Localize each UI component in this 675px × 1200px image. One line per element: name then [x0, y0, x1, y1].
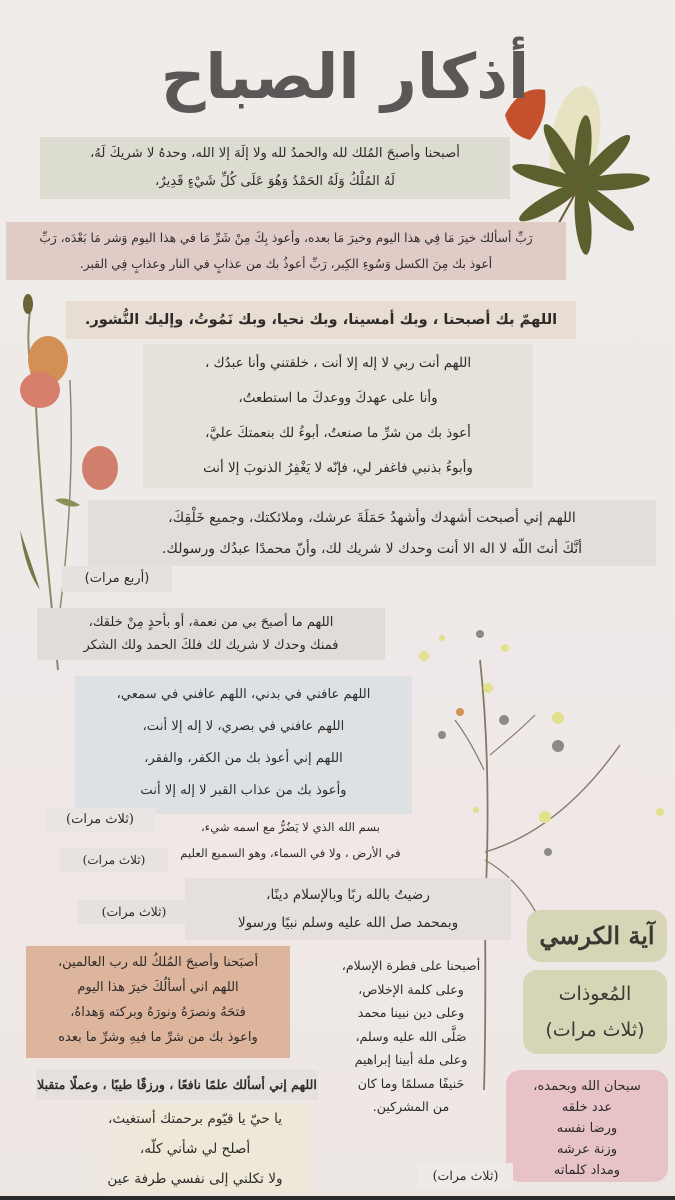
dhikr-line: لَهُ المُلْكُ وَلَهُ الحَمْدُ وَهُوَ عَلَى كُلِّ شَيْءٍ قَدِيرٌ، [155, 174, 395, 189]
dhikr-line: اللهم اني أسألُكَ خيرَ هذا اليوم [77, 980, 239, 995]
dhikr-block-ilman-nafian: اللهم إني أسألك علمًا نافعًا ، ورزقًا طيبًا ، وعملًا متقبلا [36, 1070, 318, 1100]
dhikr-block-raditu [185, 878, 511, 940]
repeat-count-badge: (ثلاث مرات) [60, 848, 168, 872]
dhikr-block-sayyid-al-istighfar [143, 344, 533, 488]
dhikr-line: أصبحنا على فطرة الإسلام، [341, 958, 481, 973]
dhikr-line: أنَّكَ أنتَ اللّه لا اله الا أنت وحدك لا شريك لك، وأنّ محمدًا عبدُك ورسولك. [161, 541, 583, 557]
dhikr-line: عدد خلقه [561, 1100, 613, 1115]
dhikr-line: اللهم أنت ربي لا إله إلا أنت ، خلقتني وأنا عبدُك ، [204, 356, 472, 371]
dhikr-line: أعوذ بك من شرِّ ما صنعتُ، أبوءُ لك بنعمتكَ عليَّ، [205, 426, 471, 441]
dhikr-line: اللهم إني أعوذ بك من الكفر، والفقر، [144, 751, 343, 766]
dhikr-line: حَنيفًا مسلمًا وما كان [357, 1075, 465, 1091]
dhikr-block-fitrat-al-islam [316, 954, 506, 1124]
dhikr-block-asbahna [40, 137, 510, 199]
dhikr-block-bismillah [168, 812, 413, 872]
dhikr-line: فمنك وحدك لا شريك لك فلكَ الحمد ولك الشكر [83, 638, 339, 653]
dhikr-line: واعوذ بك من شرِّ ما فيهِ وشرِّ ما بعده [58, 1030, 258, 1045]
dhikr-line: من المشركين. [372, 1099, 450, 1114]
muawwidhat-title: المُعوذات [558, 983, 632, 1005]
dhikr-line: أعوذ بك مِنَ الكسل وَسُوءِ الكِبر، رَبِّ أعوذُ بك من عذابٍ في النار وعذابٍ فِي القبر. [79, 257, 493, 271]
dhikr-line: وأبوءُ بذنبي فاغفر لي، فإنّه لا يَغْفِرُ الذنوبَ إلا أنت [203, 461, 473, 476]
dhikr-line: رضيتُ بالله ربًا وبالإسلام دينًا، [266, 887, 430, 903]
repeat-count-badge: (ثلاث مرات) [545, 1019, 645, 1041]
muawwidhat-label [523, 970, 667, 1054]
dhikr-line: أصبحنا وأصبحَ المُلك لله والحمدُ لله ولا إلَهَ إلا الله، وحدهُ لا شريكَ لَهُ، [90, 146, 460, 161]
dhikr-block-ma-asbaha-bi [37, 608, 385, 660]
repeat-count-badge: (أربع مرات) [62, 566, 172, 592]
ayat-al-kursi-label: آية الكرسي [527, 910, 667, 962]
dhikr-line: رَبِّ أسألك خيرَ مَا فِي هذا اليوم وخيرَ مَا بعده، وأعوذ بِكَ مِنْ شَرِّ مَا في هذا اليوم وَشر مَا بَعْدَه، رَبِّ [39, 231, 533, 245]
dhikr-line: اللهم ما أصبحَ بي من نعمة، أو بأحدٍ مِنْ خلقك، [88, 615, 334, 630]
dhikr-line: فتحَهُ ونصرَهُ ونورَهُ وبركته وَهداهُ، [70, 1005, 246, 1020]
dhikr-block-afini [75, 676, 412, 814]
dhikr-line: وعلى دين نبينا محمد [357, 1005, 465, 1020]
dhikr-block-ushhiduk [88, 500, 656, 566]
dhikr-line: اللهم إني أصبحت أشهدك وأشهدُ حَمَلَةَ عرشك، وملائكتك، وجميع خَلْقِكَ، [168, 510, 576, 526]
dhikr-line: وأنا على عهدكَ ووعدكَ ما استطعتُ، [238, 391, 438, 406]
dhikr-block-ya-hayy [80, 1104, 310, 1194]
dhikr-line: اللهم عافني في بصري، لا إله إلا أنت، [142, 719, 345, 734]
dhikr-line: وبمحمد صل الله عليه وسلم نبيًا ورسولا [237, 915, 459, 931]
repeat-count-badge: (ثلاث مرات) [45, 808, 155, 832]
dhikr-line: وعلى كلمة الإخلاص، [358, 981, 464, 997]
dhikr-block-rabb-al-alamin [26, 946, 290, 1058]
bottom-edge [0, 1196, 675, 1200]
dhikr-line: بسم الله الذي لا يَضُرُّ مع اسمه شيء، [201, 820, 380, 834]
dhikr-line: سبحان الله وبحمده، [533, 1079, 641, 1094]
dhikr-line: في الأرض ، ولا في السماء، وهو السميع العليم [180, 846, 401, 860]
page-title: أذكار الصباح [160, 40, 530, 113]
dhikr-block-subhan-allah [506, 1070, 668, 1182]
repeat-count-badge: (ثلاث مرات) [418, 1163, 513, 1189]
repeat-count-badge: (ثلاث مرات) [78, 900, 190, 924]
dhikr-line: أصبَحنا وأصبحَ المُلكُ لله رب العالمين، [57, 955, 259, 970]
dhikr-line: وزنة عرشه [556, 1142, 618, 1157]
dhikr-line: يا حيّ يا قيّوم برحمتك أستغيث، [80, 1104, 310, 1134]
dhikr-line: صَلَّى الله عليه وسلم، [355, 1028, 467, 1044]
dhikr-block-rabbi-asaluk [6, 222, 566, 280]
dhikr-line: وأعوذ بك من عذاب القبر لا إله إلا أنت [140, 783, 347, 798]
dhikr-line: اللهم عافني في بدني، اللهم عافني في سمعي، [116, 687, 371, 702]
dhikr-block-allahumma-bika: اللهمّ بك أصبحنا ، وبك أمسينا، وبك نحيا، وبك نَمُوتُ، وإليك النُّشور. [66, 301, 576, 339]
dhikr-line: ولا تكلني إلى نفسي طرفة عين [80, 1164, 310, 1194]
dhikr-line: أصلح لي شأني كلّه، [80, 1134, 310, 1164]
dhikr-line: ومداد كلماته [553, 1163, 621, 1178]
dhikr-line: ورضا نفسه [556, 1121, 618, 1136]
dhikr-line: وعلى ملة أبينا إبراهيم [354, 1052, 468, 1067]
